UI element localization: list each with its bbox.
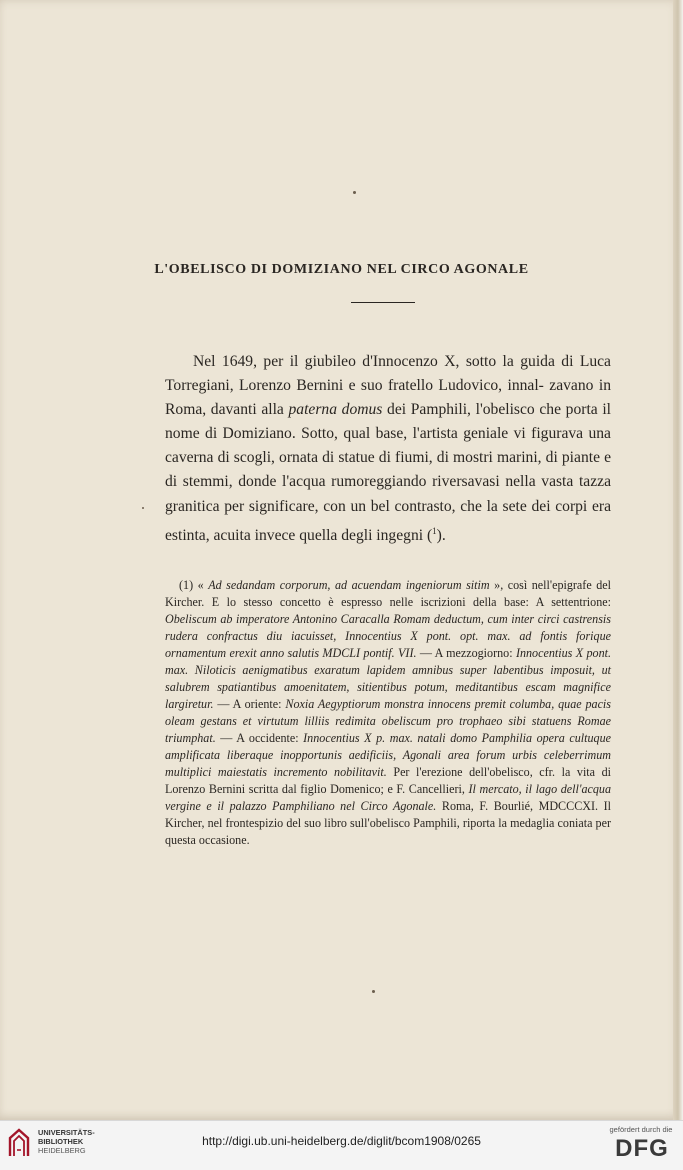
footnote-text: — A occidente: bbox=[215, 731, 304, 745]
library-line: BIBLIOTHEK bbox=[38, 1137, 84, 1146]
footnote-text: — A oriente: bbox=[213, 697, 286, 711]
body-line: l'obelisco che porta il nome di Domiziano. Sotto, qual base, bbox=[165, 401, 612, 443]
body-line: Nel 1649, per il giubileo d'Innocenzo X, sotto la guida di bbox=[193, 353, 574, 370]
body-line: significare, con un bel contrasto, che la sete dei corpi era estinta, bbox=[165, 497, 611, 544]
footnote-text: Roma, F. Bourlié, MDCCCXI. Il Kircher, nel frontespizio del suo libro sull'obelisco Pamphili, riporta la medaglia coniata per questa occasione. bbox=[165, 799, 611, 847]
footnote-latin: Obeliscum ab imperatore Antonino Caracalla Romam deductum, cum inter circi castrensis rudera confractus diu iacuisset, Innocentius X pont. opt. max. ad fontis forique ornamentum erexit anno salutis MDCLI pontif. VII. bbox=[165, 612, 611, 660]
body-line: ). bbox=[436, 526, 446, 544]
footnote-text: Per l'erezione dell'obelisco, cfr. la vita di Lorenzo Bernini scritta dal figlio Domenico; e F. Cancellieri, bbox=[165, 765, 611, 796]
footnote-latin: Innocentius X pont. max. Niloticis aenigmatibus exaratum lapidem amnibus super labentibus imposuit, ut salubrem spatiantibus amoenitatem, sitientibus potum, meditantibus escam magnifice largiretur. bbox=[165, 646, 611, 711]
body-line: dei Pamphili, bbox=[382, 401, 471, 419]
paper-speck bbox=[142, 507, 144, 509]
footnote-latin: Noxia Aegyptiorum monstra innocens premit columba, quae pacis oleam gestans et virtutum lilliis redimita obeliscum pro trophaeo sibi statuens Romae triumphat. bbox=[165, 697, 611, 745]
paper-speck bbox=[372, 990, 375, 993]
body-line: Luca Torregiani, Lorenzo Bernini e suo fratello Ludovico, innal- bbox=[165, 353, 611, 395]
body-paragraph bbox=[165, 350, 611, 548]
page-url[interactable]: http://digi.ub.uni-heidelberg.de/diglit/bcom1908/0265 bbox=[202, 1134, 481, 1148]
footnote-text: (1) « bbox=[179, 578, 209, 592]
page-title: L'OBELISCO DI DOMIZIANO NEL CIRCO AGONALE bbox=[154, 262, 529, 277]
body-line: acuita invece quella degli ingegni ( bbox=[213, 526, 433, 544]
body-line: zavano in Roma, davanti alla bbox=[165, 377, 611, 419]
footnote-text: », così nell'epigrafe del Kircher. E lo stesso concetto è espresso nelle iscrizioni della base: A settentrione: bbox=[165, 578, 611, 609]
footnote-title: Il mercato, il lago dell'acqua vergine e il palazzo Pamphiliano nel Circo Agonale. bbox=[165, 782, 612, 813]
body-line: statue di fiumi, di mostri marini, di piante e di stemmi, donde bbox=[165, 449, 612, 491]
funder-label: gefördert durch die bbox=[609, 1125, 673, 1134]
body-line: l'acqua rumoreggiando riversavasi nella vasta tazza granitica per bbox=[165, 473, 611, 515]
footnote-text: — A mezzogiorno: bbox=[416, 646, 516, 660]
page-edge bbox=[673, 0, 683, 1120]
footnote bbox=[165, 577, 611, 849]
footnote-latin: Ad sedandam corporum, ad acuendam ingeniorum sitim bbox=[208, 578, 490, 592]
footnote-latin: Innocentius X p. max. natali domo Pamphilia opera cultuque amplificata liberaque inopportunis aedificiis, Agonali area forum urbis celeberrimum multiplici maiestatis incremento nobilitavit. bbox=[165, 731, 611, 779]
footnote-ref: 1 bbox=[432, 525, 437, 536]
dfg-logo[interactable]: DFG bbox=[615, 1135, 669, 1162]
body-line: l'artista geniale vi figurava una caverna di scogli, ornata di bbox=[165, 425, 611, 467]
library-line: HEIDELBERG bbox=[38, 1146, 86, 1155]
italic-phrase: paterna domus bbox=[288, 401, 383, 419]
library-line: UNIVERSITÄTS- bbox=[38, 1128, 95, 1137]
paper-speck bbox=[353, 191, 356, 194]
title-rule bbox=[351, 302, 415, 303]
